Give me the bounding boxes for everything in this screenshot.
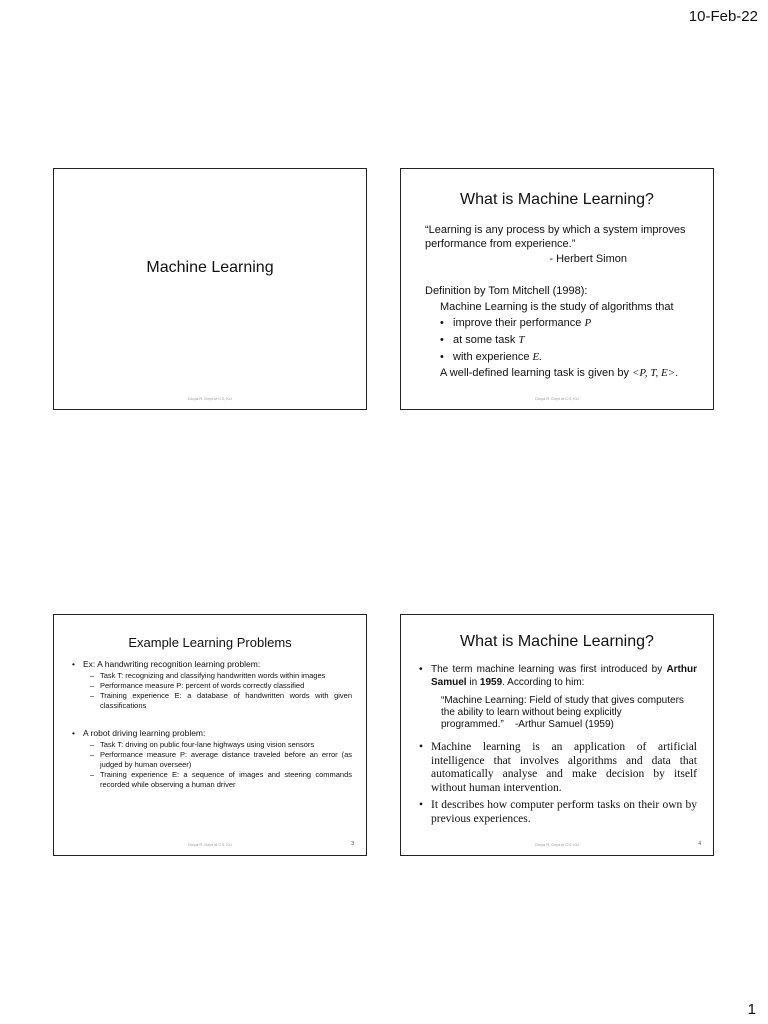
slide-3 <box>53 614 367 856</box>
bullet-item: • Machine learning is an application of artificial intelligence that involves algorithms and data that automatically analyse and make decision by itself without human intervention. <box>419 741 697 795</box>
problem-item <box>72 727 352 790</box>
bullet-item <box>440 349 713 366</box>
problem-item <box>72 658 352 711</box>
header-date: 10-Feb-22 <box>688 8 758 25</box>
bullet-text: in <box>466 677 480 688</box>
slide-title: What is Machine Learning? <box>460 191 654 208</box>
problem-details <box>90 671 352 711</box>
bullet-text: at some task <box>453 334 519 346</box>
bullet-item <box>440 315 713 332</box>
bullet-text: with experience <box>453 351 533 363</box>
math-var: P <box>584 317 592 329</box>
quote-text: “Learning is any process by which a system improves performance from experience.” <box>425 224 686 250</box>
problem-label: • Ex: A handwriting recognition learning problem: <box>72 658 352 670</box>
slide-footer: Divya R, Dept of CS, KU <box>535 842 579 847</box>
definition-bullets <box>440 315 713 366</box>
bullet-text: improve their performance <box>453 317 585 329</box>
detail-item: – Training experience E: a database of handwritten words with given classifications <box>90 691 352 711</box>
year: 1959 <box>479 677 503 688</box>
problem-label: • A robot driving learning problem: <box>72 727 352 739</box>
quote-attribution: -Arthur Samuel (1959) <box>514 719 614 730</box>
detail-item: – Task T: recognizing and classifying handwritten words within images <box>90 671 352 681</box>
problems-list <box>72 658 352 790</box>
quote-block <box>441 695 697 731</box>
slide-title: Machine Learning <box>146 259 274 276</box>
bullet-item <box>440 332 713 349</box>
slide-title: What is Machine Learning? <box>460 633 654 650</box>
line-text: A well-defined learning task is given by <box>440 367 632 379</box>
page-number: 1 <box>747 1001 756 1018</box>
slide-footer: Divya R, Dept of CS, KU <box>188 396 232 401</box>
slide-4 <box>400 614 714 856</box>
slide-number: 4 <box>698 841 701 847</box>
definition-text: Machine Learning is the study of algorithms that <box>440 301 674 313</box>
detail-item: – Performance measure P: average distance traveled before an error (as judged by human overseer) <box>90 750 352 770</box>
problem-details <box>90 740 352 790</box>
detail-item: – Training experience E: a sequence of images and steering commands recorded while observing a human driver <box>90 770 352 790</box>
slide-2 <box>400 168 714 410</box>
slide-title: Example Learning Problems <box>128 635 292 650</box>
quote-text: “Machine Learning: Field of study that gives computers the ability to learn without being explicitly programmed.” <box>441 695 684 730</box>
math-tuple: <P, T, E> <box>632 367 676 379</box>
line-end: . <box>675 367 679 379</box>
person-name: Arthur Samuel <box>431 664 697 688</box>
math-var: E. <box>532 351 542 363</box>
slide-footer: Divya R, Dept of CS, KU <box>535 396 579 401</box>
quote-attribution: - Herbert Simon <box>549 253 627 265</box>
bullet-item <box>419 663 697 689</box>
detail-item: – Performance measure P: percent of words correctly classified <box>90 681 352 691</box>
bullet-text: The term machine learning was first introduced by <box>431 664 667 675</box>
definition-intro: Definition by Tom Mitchell (1998): <box>425 285 588 297</box>
slide-1 <box>53 168 367 410</box>
detail-item: – Task T: driving on public four-lane highways using vision sensors <box>90 740 352 750</box>
slide-footer: Divya R, Dept of CS, KU <box>188 842 232 847</box>
math-var: T <box>518 334 525 346</box>
bullet-item: • It describes how computer perform tasks on their own by previous experiences. <box>419 799 697 826</box>
learning-task-line <box>440 367 713 379</box>
slide-number: 3 <box>351 841 354 847</box>
bullet-text: . According to him: <box>502 677 585 688</box>
